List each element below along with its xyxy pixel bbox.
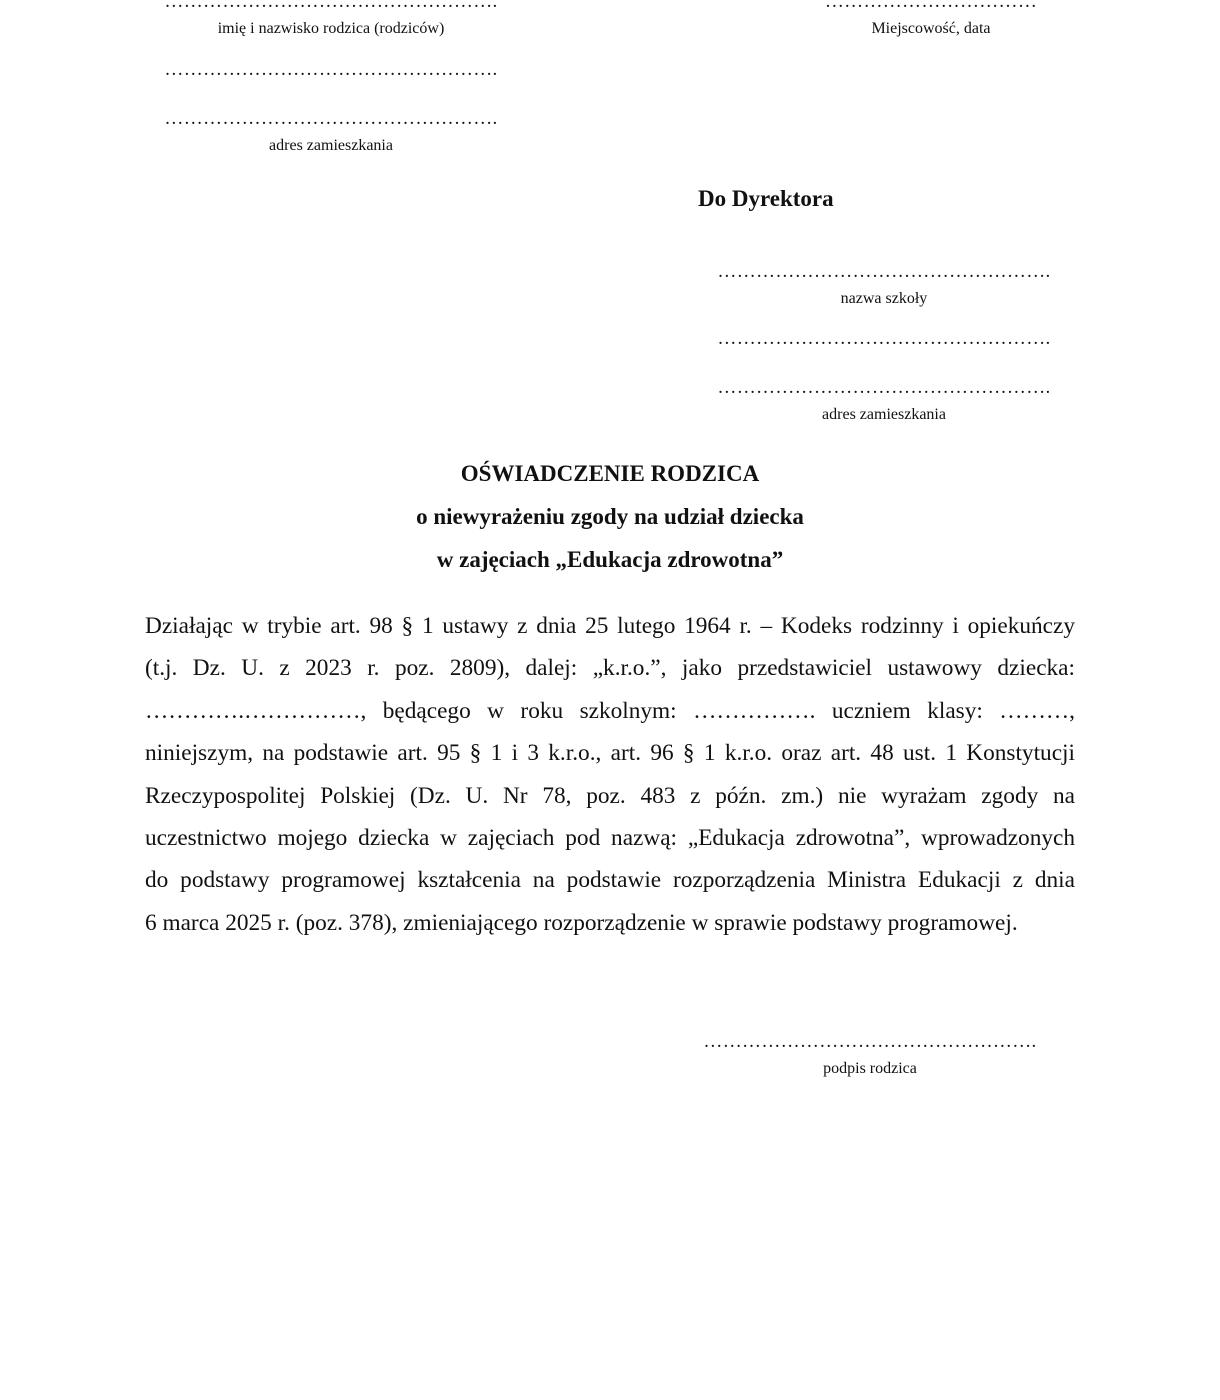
parent-address-fill-line-2[interactable]: ……………………………………………. bbox=[164, 108, 498, 129]
paragraph-line: uczestnictwo mojego dziecka w zajęciach pod nazwą: „Edukacja zdrowotna”, wprowadzonych bbox=[145, 825, 1075, 852]
place-date-fill-line[interactable]: …………………………… bbox=[824, 0, 1038, 12]
parent-address-field bbox=[145, 60, 517, 154]
signature-caption: podpis rodzica bbox=[823, 1060, 917, 1077]
school-name-caption: nazwa szkoły bbox=[840, 290, 928, 307]
school-address-fill-line-1[interactable]: ……………………………………………. bbox=[717, 328, 1051, 349]
title-line-3: w zajęciach „Edukacja zdrowotna” bbox=[436, 547, 784, 572]
recipient-title: Do Dyrektora bbox=[698, 186, 834, 211]
paragraph-line-child-fields[interactable]: ………….……………, będącego w roku szkolnym: ……………. uczniem klasy: ………, bbox=[145, 697, 1075, 724]
paragraph-line: Działając w trybie art. 98 § 1 ustawy z dnia 25 lutego 1964 r. – Kodeks rodzinny i opiekuńczy bbox=[145, 613, 1075, 639]
parent-name-field bbox=[145, 0, 517, 37]
parent-address-fill-line-1[interactable]: ……………………………………………. bbox=[164, 59, 498, 80]
paragraph-line: 6 marca 2025 r. (poz. 378), zmieniającego rozporządzenie w sprawie podstawy programowej. bbox=[145, 909, 1018, 936]
statement-paragraph bbox=[145, 605, 1075, 944]
parent-address-caption: adres zamieszkania bbox=[269, 137, 393, 154]
school-name-fill-line[interactable]: ……………………………………………. bbox=[717, 261, 1051, 282]
paragraph-line: do podstawy programowej kształcenia na podstawie rozporządzenia Ministra Edukacji z dnia bbox=[145, 867, 1075, 894]
school-address-caption: adres zamieszkania bbox=[822, 406, 946, 423]
school-name-field bbox=[698, 262, 1070, 307]
school-address-fill-line-2[interactable]: ……………………………………………. bbox=[717, 377, 1051, 398]
parent-name-fill-line[interactable]: ……………………………………………. bbox=[164, 0, 498, 12]
paragraph-line: (t.j. Dz. U. z 2023 r. poz. 2809), dalej: „k.r.o.”, jako przedstawiciel ustawowy dziecka: bbox=[145, 655, 1075, 682]
place-date-caption: Miejscowość, data bbox=[871, 20, 991, 37]
title-line-1: OŚWIADCZENIE RODZICA bbox=[460, 461, 760, 486]
place-date-field bbox=[797, 0, 1065, 37]
signature-fill-line[interactable]: ……………………………………………. bbox=[703, 1031, 1037, 1052]
paragraph-line: niniejszym, na podstawie art. 95 § 1 i 3 k.r.o., art. 96 § 1 k.r.o. oraz art. 48 ust. 1 Konstytucji bbox=[145, 740, 1075, 767]
title-line-2: o niewyrażeniu zgody na udział dziecka bbox=[416, 504, 804, 529]
document-title bbox=[0, 452, 1220, 581]
parent-name-caption: imię i nazwisko rodzica (rodziców) bbox=[217, 20, 445, 37]
paragraph-line: Rzeczypospolitej Polskiej (Dz. U. Nr 78, poz. 483 z późn. zm.) nie wyrażam zgody na bbox=[145, 782, 1075, 809]
school-address-field bbox=[698, 329, 1070, 423]
signature-field bbox=[684, 1032, 1056, 1077]
